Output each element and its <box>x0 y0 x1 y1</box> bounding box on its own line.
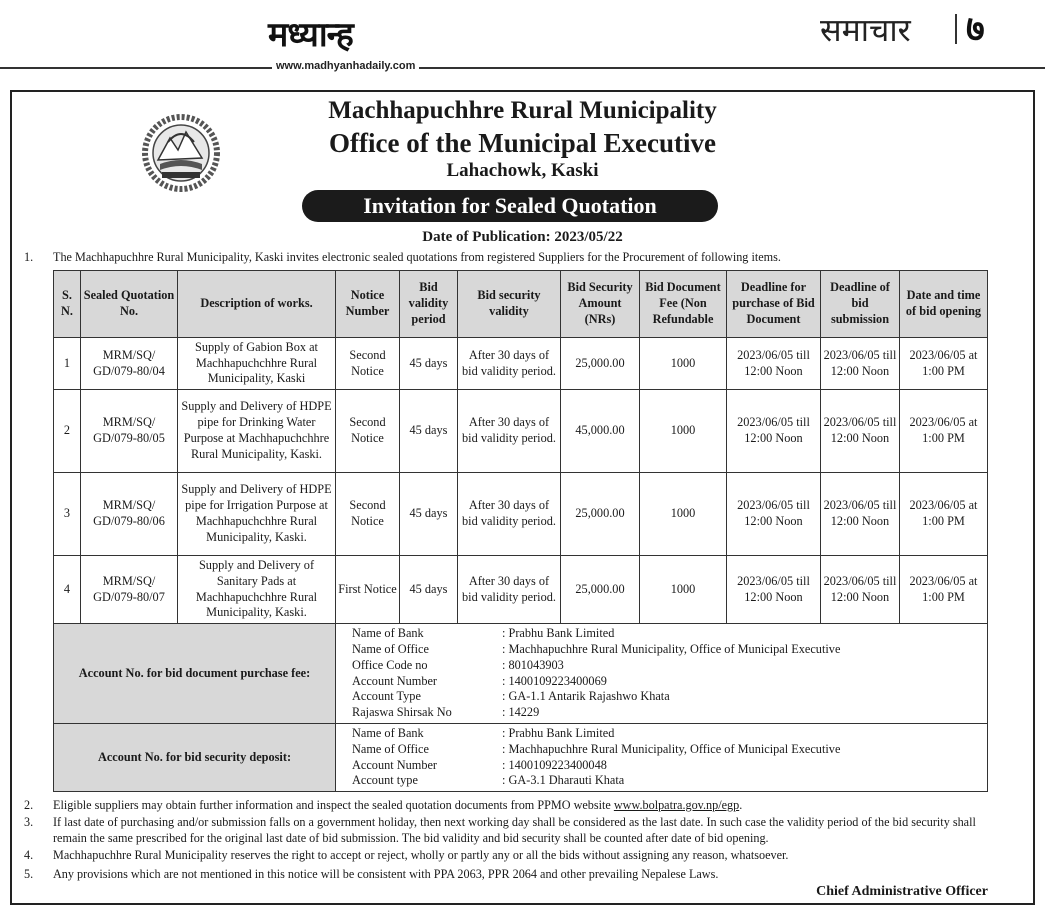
office-location: Lahachowk, Kaski <box>446 160 599 181</box>
bank-field-value: : Machhapuchhre Rural Municipality, Office of Municipal Executive <box>502 641 841 656</box>
cell-security-validity: After 30 days of bid validity period. <box>458 390 561 473</box>
quotation-table <box>53 270 988 792</box>
cell-bid-validity: 45 days <box>400 473 458 556</box>
cell-document-fee: 1000 <box>640 390 727 473</box>
newspaper-url[interactable]: www.madhyanhadaily.com <box>272 60 419 72</box>
cell-description: Supply and Delivery of HDPE pipe for Drinking Water Purpose at Machhapuchchhre Rural Municipality, Kaski. <box>178 390 336 473</box>
cell-submission-deadline: 2023/06/05 till 12:00 Noon <box>821 390 900 473</box>
bank-field-label: Rajaswa Shirsak No <box>352 705 452 720</box>
cell-quotation-no: MRM/SQ/ GD/079-80/06 <box>81 473 178 556</box>
cell-opening-date: 2023/06/05 at 1:00 PM <box>900 556 988 624</box>
table-row <box>54 473 988 556</box>
cell-sn: 2 <box>54 390 81 473</box>
table-row <box>54 338 988 390</box>
header-bid-validity: Bid validity period <box>400 271 458 338</box>
cell-sn: 3 <box>54 473 81 556</box>
municipality-name: Machhapuchhre Rural Municipality <box>328 97 717 124</box>
table-row <box>54 390 988 473</box>
account-label-security-deposit: Account No. for bid security deposit: <box>54 724 336 792</box>
cell-purchase-deadline: 2023/06/05 till 12:00 Noon <box>727 338 821 390</box>
account-details-document-fee <box>336 624 988 724</box>
newspaper-logo: मध्यान्ह <box>268 15 353 55</box>
header-document-fee: Bid Document Fee (Non Refundable <box>640 271 727 338</box>
note-text: Eligible suppliers may obtain further information and inspect the sealed quotation documents from PPMO website <box>53 798 614 812</box>
cell-notice-number: First Notice <box>336 556 400 624</box>
bank-field-value: : GA-3.1 Dharauti Khata <box>502 773 625 788</box>
cell-quotation-no: MRM/SQ/ GD/079-80/07 <box>81 556 178 624</box>
bank-field-label: Name of Office <box>352 741 429 756</box>
header-security-validity: Bid security validity <box>458 271 561 338</box>
header-quotation-no: Sealed Quotation No. <box>81 271 178 338</box>
bank-field-value: : 1400109223400048 <box>502 757 607 772</box>
cell-description: Supply of Gabion Box at Machhapuchchhre Rural Municipality, Kaski <box>178 338 336 390</box>
cell-notice-number: Second Notice <box>336 473 400 556</box>
header-description: Description of works. <box>178 271 336 338</box>
masthead-divider <box>0 67 1045 69</box>
section-name: समाचार <box>820 11 911 49</box>
note-text: If last date of purchasing and/or submission falls on a government holiday, then next working day shall be considered as the last date. In such case the validity period of the bid security shall remain the same prescribed for the original last date of bid submission. The bid validity and bid security shall be counted after date of bid opening. <box>53 815 976 845</box>
cell-sn: 1 <box>54 338 81 390</box>
bank-field-label: Name of Bank <box>352 725 424 740</box>
cell-document-fee: 1000 <box>640 338 727 390</box>
bank-field-label: Name of Bank <box>352 626 424 641</box>
header-notice-number: Notice Number <box>336 271 400 338</box>
cell-bid-validity: 45 days <box>400 338 458 390</box>
cell-security-amount: 25,000.00 <box>561 473 640 556</box>
cell-submission-deadline: 2023/06/05 till 12:00 Noon <box>821 556 900 624</box>
bank-field-label: Account Type <box>352 689 421 704</box>
table-row <box>54 556 988 624</box>
cell-quotation-no: MRM/SQ/ GD/079-80/05 <box>81 390 178 473</box>
bank-field-value: : 801043903 <box>502 657 564 672</box>
note-number: 5. <box>24 867 34 881</box>
account-details-security-deposit <box>336 724 988 792</box>
cell-bid-validity: 45 days <box>400 390 458 473</box>
cell-purchase-deadline: 2023/06/05 till 12:00 Noon <box>727 390 821 473</box>
bank-field-label: Name of Office <box>352 641 429 656</box>
intro-paragraph <box>24 250 999 266</box>
cell-security-validity: After 30 days of bid validity period. <box>458 338 561 390</box>
signatory-title: Chief Administrative Officer <box>816 884 988 899</box>
note-3 <box>24 815 999 846</box>
header-submission-deadline: Deadline of bid submission <box>821 271 900 338</box>
account-row-document-fee <box>54 624 988 724</box>
cell-document-fee: 1000 <box>640 556 727 624</box>
note-5 <box>24 867 999 883</box>
bank-field-value: : 1400109223400069 <box>502 673 607 688</box>
intro-number: 1. <box>24 250 34 264</box>
note-text: Any provisions which are not mentioned in this notice will be consistent with PPA 2063, PPR 2064 and other prevailing Nepalese Laws. <box>53 867 719 881</box>
cell-security-validity: After 30 days of bid validity period. <box>458 473 561 556</box>
table-header-row <box>54 271 988 338</box>
bank-field-value: : Prabhu Bank Limited <box>502 725 615 740</box>
cell-security-amount: 25,000.00 <box>561 556 640 624</box>
newspaper-masthead <box>0 0 1045 72</box>
ppmo-website-link[interactable]: www.bolpatra.gov.np/egp <box>613 798 740 812</box>
cell-opening-date: 2023/06/05 at 1:00 PM <box>900 390 988 473</box>
section-divider <box>955 14 957 44</box>
cell-security-validity: After 30 days of bid validity period. <box>458 556 561 624</box>
cell-quotation-no: MRM/SQ/ GD/079-80/04 <box>81 338 178 390</box>
cell-security-amount: 25,000.00 <box>561 338 640 390</box>
account-label-document-fee: Account No. for bid document purchase fee: <box>54 624 336 724</box>
header-sn: S. N. <box>54 271 81 338</box>
bank-field-label: Account Number <box>352 757 438 772</box>
bank-field-label: Account type <box>352 773 418 788</box>
note-4 <box>24 848 999 864</box>
cell-opening-date: 2023/06/05 at 1:00 PM <box>900 338 988 390</box>
account-row-security-deposit <box>54 724 988 792</box>
bank-field-label: Account Number <box>352 673 438 688</box>
cell-document-fee: 1000 <box>640 473 727 556</box>
bank-field-value: : Prabhu Bank Limited <box>502 626 615 641</box>
note-text: Machhapuchhre Rural Municipality reserves the right to accept or reject, wholly or partly any or all the bids without assigning any reason, whatsoever. <box>53 848 789 862</box>
cell-description: Supply and Delivery of Sanitary Pads at Machhapuchchhre Rural Municipality, Kaski. <box>178 556 336 624</box>
cell-description: Supply and Delivery of HDPE pipe for Irrigation Purpose at Machhapuchchhre Rural Municipality, Kaski. <box>178 473 336 556</box>
header-security-amount: Bid Security Amount (NRs) <box>561 271 640 338</box>
cell-sn: 4 <box>54 556 81 624</box>
cell-notice-number: Second Notice <box>336 338 400 390</box>
cell-opening-date: 2023/06/05 at 1:00 PM <box>900 473 988 556</box>
cell-purchase-deadline: 2023/06/05 till 12:00 Noon <box>727 473 821 556</box>
note-number: 3. <box>24 815 34 829</box>
header-opening-date: Date and time of bid opening <box>900 271 988 338</box>
cell-bid-validity: 45 days <box>400 556 458 624</box>
page-number: ७ <box>966 9 985 50</box>
cell-security-amount: 45,000.00 <box>561 390 640 473</box>
office-name: Office of the Municipal Executive <box>329 128 716 158</box>
notice-title-banner: Invitation for Sealed Quotation <box>302 190 718 222</box>
cell-notice-number: Second Notice <box>336 390 400 473</box>
note-number: 4. <box>24 848 34 862</box>
bank-field-value: : Machhapuchhre Rural Municipality, Office of Municipal Executive <box>502 741 841 756</box>
bank-field-value: : 14229 <box>502 705 540 720</box>
intro-text: The Machhapuchhre Rural Municipality, Kaski invites electronic sealed quotations from registered Suppliers for the Procurement of following items. <box>53 250 781 264</box>
header-purchase-deadline: Deadline for purchase of Bid Document <box>727 271 821 338</box>
publication-date: Date of Publication: 2023/05/22 <box>422 229 623 245</box>
cell-purchase-deadline: 2023/06/05 till 12:00 Noon <box>727 556 821 624</box>
cell-submission-deadline: 2023/06/05 till 12:00 Noon <box>821 338 900 390</box>
bank-field-label: Office Code no <box>352 657 428 672</box>
bank-field-value: : GA-1.1 Antarik Rajashwo Khata <box>502 689 670 704</box>
note-2: 2. Eligible suppliers may obtain further information and inspect the sealed quotation documents from PPMO website www.bolpatra.gov.np/egp. <box>24 798 743 812</box>
note-number: 2. <box>24 798 34 812</box>
cell-submission-deadline: 2023/06/05 till 12:00 Noon <box>821 473 900 556</box>
